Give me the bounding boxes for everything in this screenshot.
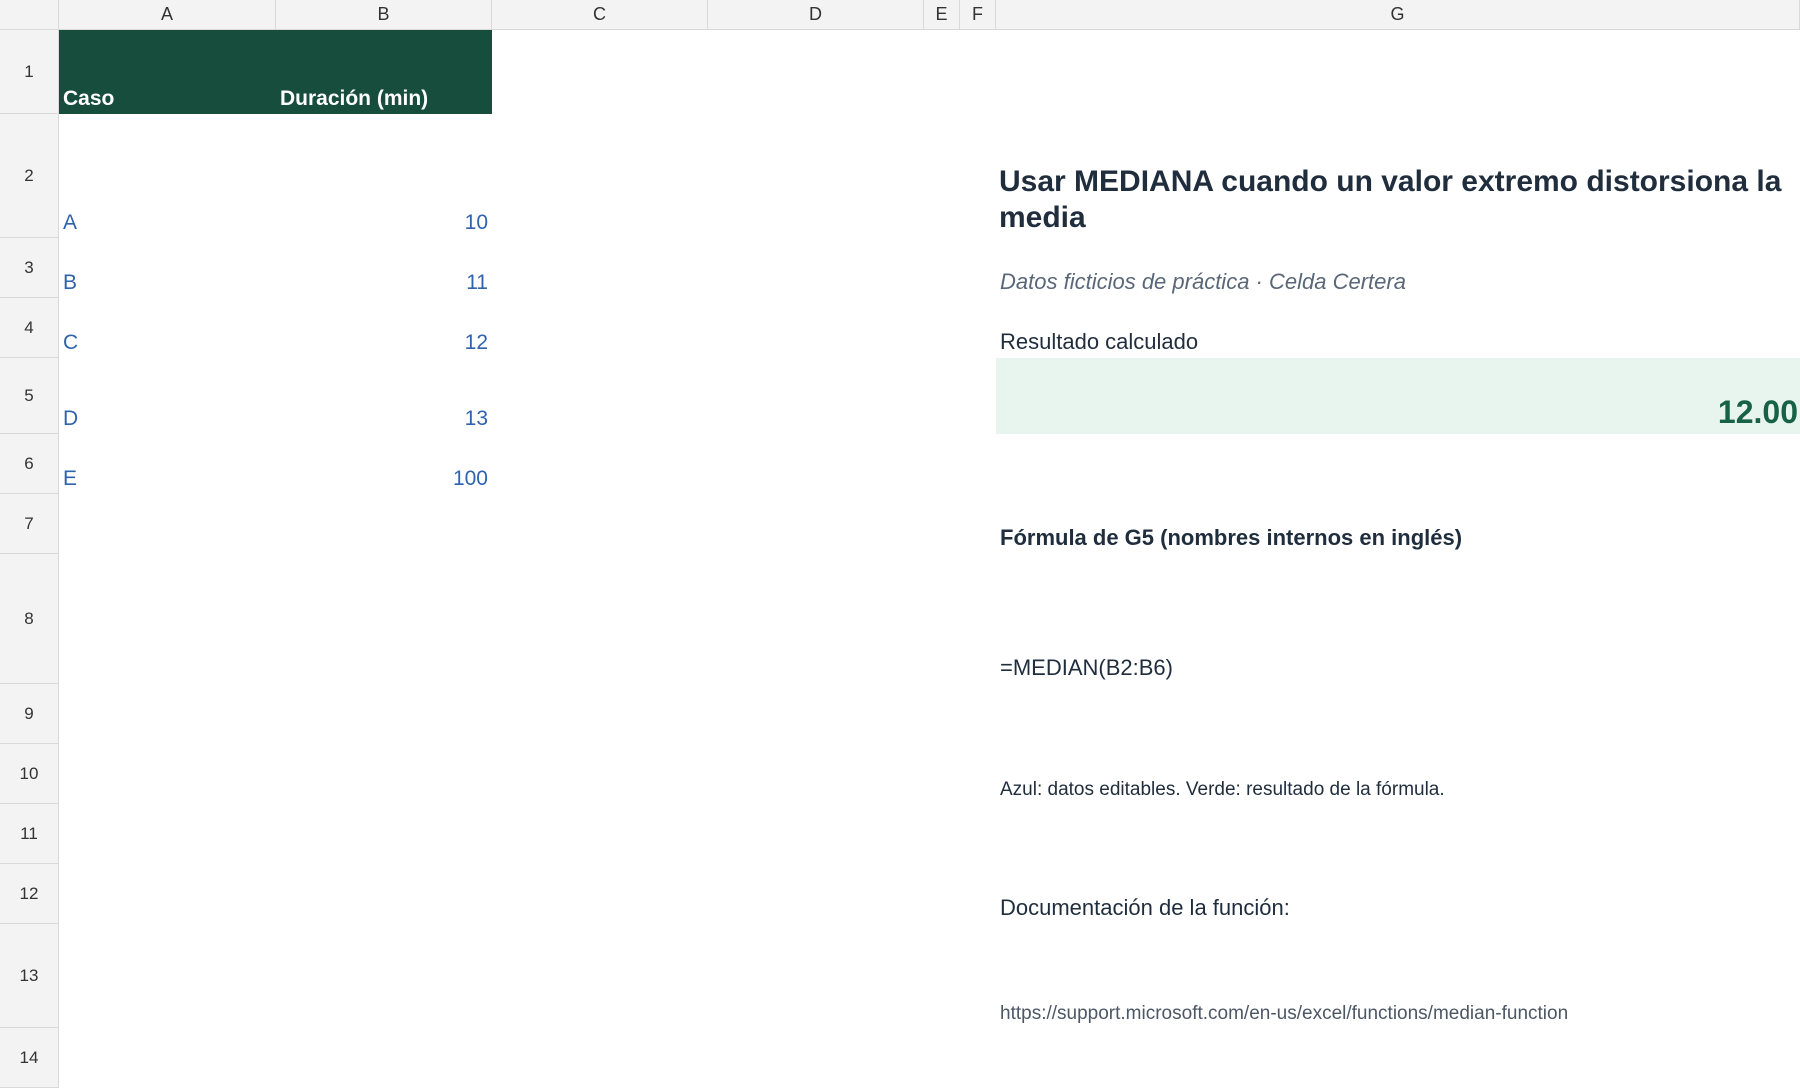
documentation-label[interactable]: Documentación de la función: [1000, 895, 1290, 920]
column-header-a[interactable]: A [59, 0, 276, 30]
cell-b2[interactable]: 10 [464, 211, 488, 234]
column-header-f[interactable]: F [960, 0, 996, 30]
cell-a5[interactable]: D [63, 407, 79, 430]
color-legend-note[interactable]: Azul: datos editables. Verde: resultado de la fórmula. [1000, 779, 1445, 800]
result-label[interactable]: Resultado calculado [1000, 329, 1199, 354]
column-header-e[interactable]: E [924, 0, 960, 30]
cell-b3[interactable]: 11 [466, 271, 488, 294]
column-header-g[interactable]: G [996, 0, 1800, 30]
column-header-c[interactable]: C [492, 0, 708, 30]
row-header-2[interactable]: 2 [0, 114, 59, 238]
row-header-10[interactable]: 10 [0, 744, 59, 804]
sheet-title[interactable]: Usar MEDIANA cuando un valor extremo distorsiona la media [999, 165, 1782, 234]
cell-a6[interactable]: E [63, 467, 78, 490]
cell-a4[interactable]: C [63, 331, 79, 354]
column-header-b[interactable]: B [276, 0, 492, 30]
row-header-8[interactable]: 8 [0, 554, 59, 684]
row-header-7[interactable]: 7 [0, 494, 59, 554]
cell-b6[interactable]: 100 [452, 467, 488, 490]
cell-a3[interactable]: B [63, 271, 78, 294]
row-header-13[interactable]: 13 [0, 924, 59, 1028]
cell-b1-header-duration[interactable]: Duración (min) [276, 30, 492, 114]
column-header-d[interactable]: D [708, 0, 924, 30]
cell-a2[interactable]: A [63, 211, 78, 234]
row-header-4[interactable]: 4 [0, 298, 59, 358]
row-header-9[interactable]: 9 [0, 684, 59, 744]
row-header-11[interactable]: 11 [0, 804, 59, 864]
row-header-6[interactable]: 6 [0, 434, 59, 494]
row-header-5[interactable]: 5 [0, 358, 59, 434]
row-header-14[interactable]: 14 [0, 1028, 59, 1088]
result-value-cell-g5[interactable]: 12.00 [1717, 394, 1798, 430]
select-all-corner[interactable] [0, 0, 59, 30]
row-header-3[interactable]: 3 [0, 238, 59, 298]
formula-label[interactable]: Fórmula de G5 (nombres internos en inglés) [1000, 525, 1463, 550]
cell-b4[interactable]: 12 [464, 331, 488, 354]
formula-text[interactable]: =MEDIAN(B2:B6) [1000, 655, 1173, 680]
cell-b5[interactable]: 13 [464, 407, 488, 430]
row-header-12[interactable]: 12 [0, 864, 59, 924]
cell-a1-header-case[interactable]: Caso [59, 30, 276, 114]
sheet-subtitle[interactable]: Datos ficticios de práctica · Celda Certera [1000, 269, 1406, 294]
row-header-1[interactable]: 1 [0, 30, 59, 114]
documentation-link[interactable]: https://support.microsoft.com/en-us/excel/functions/median-function [1000, 1003, 1569, 1024]
